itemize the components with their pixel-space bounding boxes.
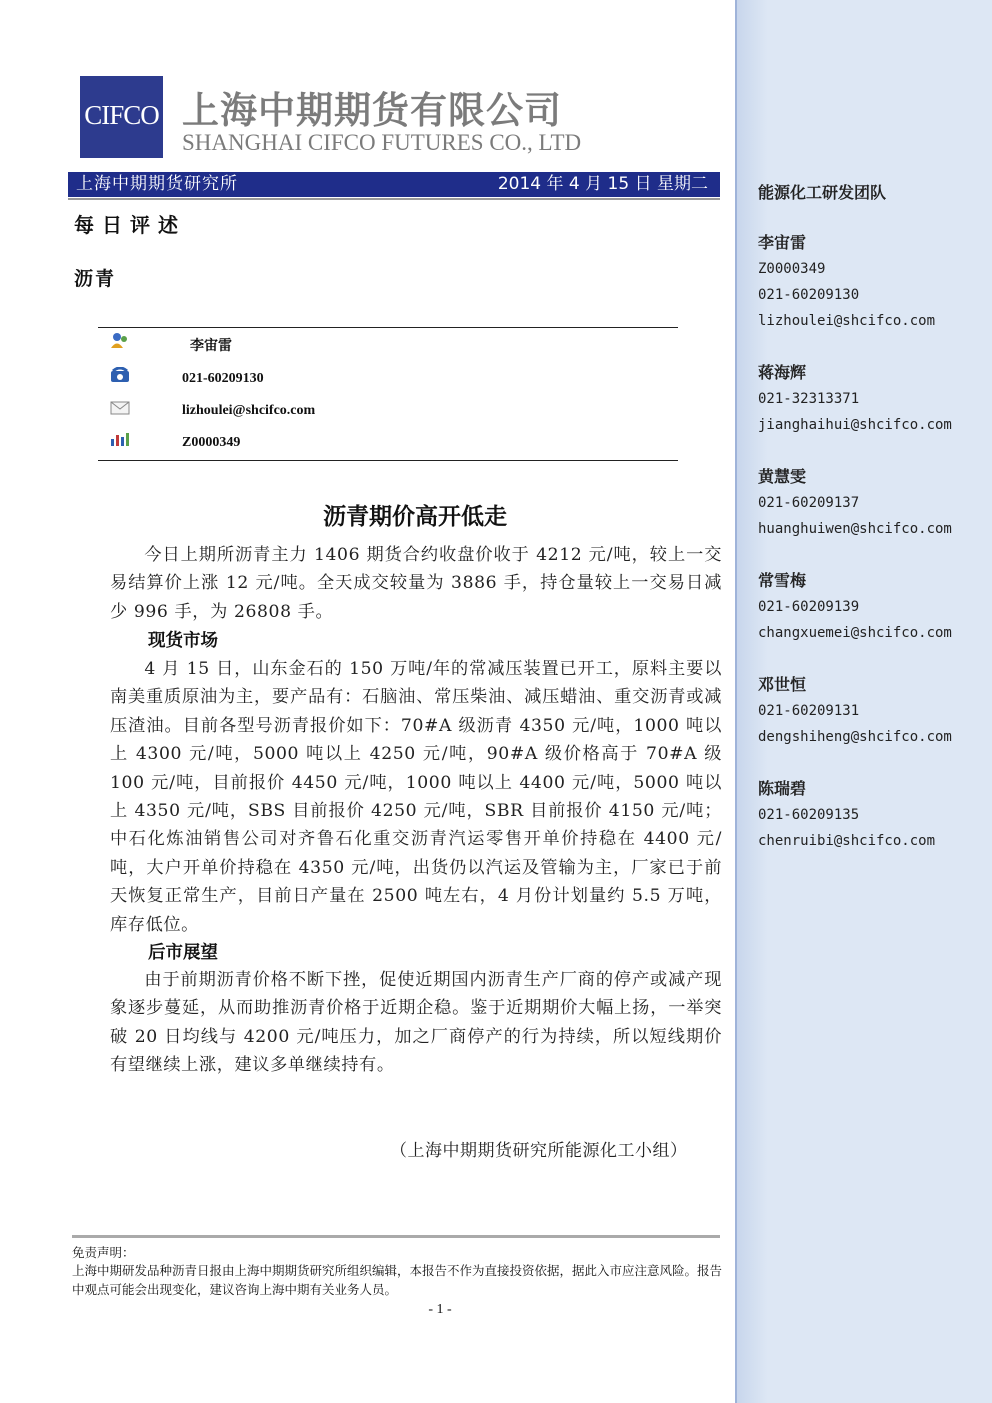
outlook-paragraph: 由于前期沥青价格不断下挫，促使近期国内沥青生产厂商的停产或减产现象逐步蔓延，从而助推沥青价格于近期企稳。鉴于近期期价大幅上扬，一举突破 20 日均线与 4200 元/吨压力，加之厂商停产的行为持续，所以短线期价有望继续上涨，建议多单继续持有。	[110, 970, 722, 1076]
page-number: - 1 -	[428, 1302, 452, 1317]
article-signature: （上海中期期货研究所能源化工小组）	[390, 1141, 688, 1161]
member-phone: 021-60209130	[758, 287, 860, 303]
member-name: 蒋海辉	[758, 363, 807, 382]
member-email[interactable]: chenruibi@shcifco.com	[758, 833, 936, 849]
team-member	[758, 464, 952, 542]
member-name: 陈瑞碧	[758, 779, 807, 798]
outlook-heading: 后市展望	[148, 943, 218, 963]
team-member	[758, 568, 952, 646]
member-phone: 021-32313371	[758, 391, 860, 407]
company-name-cn: 上海中期期货有限公司	[182, 89, 562, 132]
member-email[interactable]: changxuemei@shcifco.com	[758, 625, 952, 641]
header-divider	[68, 198, 720, 200]
contact-email[interactable]: lizhoulei@shcifco.com	[182, 403, 316, 418]
member-email[interactable]: dengshiheng@shcifco.com	[758, 729, 952, 745]
phone-icon	[110, 367, 128, 383]
contact-phone: 021-60209130	[182, 371, 264, 386]
member-phone: 021-60209131	[758, 703, 860, 719]
spot-market-heading: 现货市场	[148, 631, 218, 651]
report-header-bar	[68, 172, 720, 197]
logo-mark: CIFCO	[84, 100, 159, 130]
mail-icon	[110, 400, 128, 416]
chart-icon	[110, 431, 128, 447]
member-email[interactable]: lizhoulei@shcifco.com	[758, 313, 936, 329]
spot-market-section	[110, 655, 722, 939]
article-title: 沥青期价高开低走	[323, 504, 507, 530]
member-name: 常雪梅	[758, 571, 807, 590]
spot-paragraph: 4 月 15 日，山东金石的 150 万吨/年的常减压装置已开工，原料主要以南美重质原油为主，要产品有：石脑油、常压柴油、减压蜡油、重交沥青或减压渣油。目前各型号沥青报价如下：70#A 级沥青 4350 元/吨，1000 吨以上 4300 元/吨，5000 吨以上 4250 元/吨，90#A 级价格高于 70#A 级 100 元/吨，目前报价 4450 元/吨，1000 吨以上 4400 元/吨，5000 吨以上 4350 元/吨，SBS 目前报价 4250 元/吨，SBR 目前报价 4150 元/吨；中石化炼油销售公司对齐鲁石化重交沥青汽运零售开单价持稳在 4400 元/吨，大户开单价持稳在 4350 元/吨，出货仍以汽运及管输为主，厂家已于前天恢复正常生产，目前日产量在 2500 吨左右，4 月份计划量约 5.5 万吨，库存低位。	[110, 659, 722, 935]
contact-name: 李宙雷	[190, 339, 232, 354]
member-name: 邓世恒	[758, 675, 807, 694]
company-name-en: SHANGHAI CIFCO FUTURES CO., LTD	[182, 130, 582, 155]
member-name: 李宙雷	[758, 233, 807, 252]
contact-bottom-divider	[98, 460, 678, 461]
outlook-section	[110, 966, 722, 1080]
team-member	[758, 776, 935, 854]
contact-license: Z0000349	[182, 435, 241, 450]
footer-divider	[72, 1235, 720, 1238]
disclaimer-text: 上海中期研发品种沥青日报由上海中期期货研究所组织编辑，本报告不作为直接投资依据，据此入市应注意风险。报告中观点可能会出现变化，建议咨询上海中期有关业务人员。	[72, 1263, 723, 1297]
section-title: 每日评述	[74, 213, 186, 237]
product-name: 沥青	[74, 268, 117, 290]
intro-paragraph: 今日上期所沥青主力 1406 期货合约收盘价收于 4212 元/吨，较上一交易结算价上涨 12 元/吨。全天成交较量为 3886 手，持仓量较上一交易日减少 996 手，为 26808 手。	[110, 545, 722, 622]
member-phone: 021-60209135	[758, 807, 860, 823]
institute-name: 上海中期期货研究所	[76, 174, 238, 194]
member-phone: 021-60209139	[758, 599, 860, 615]
team-title: 能源化工研发团队	[758, 183, 887, 202]
team-member	[758, 360, 952, 438]
member-email[interactable]: jianghaihui@shcifco.com	[758, 417, 952, 433]
member-name: 黄慧雯	[758, 467, 807, 486]
disclaimer-title: 免责声明：	[72, 1245, 135, 1260]
member-license: Z0000349	[758, 261, 826, 277]
contact-top-divider	[98, 327, 678, 328]
report-date: 2014 年 4 月 15 日 星期二	[497, 174, 708, 194]
member-email[interactable]: huanghuiwen@shcifco.com	[758, 521, 952, 537]
person-icon	[110, 332, 128, 348]
article-intro	[110, 541, 722, 626]
member-phone: 021-60209137	[758, 495, 860, 511]
team-member	[758, 672, 952, 750]
team-member	[758, 230, 935, 334]
